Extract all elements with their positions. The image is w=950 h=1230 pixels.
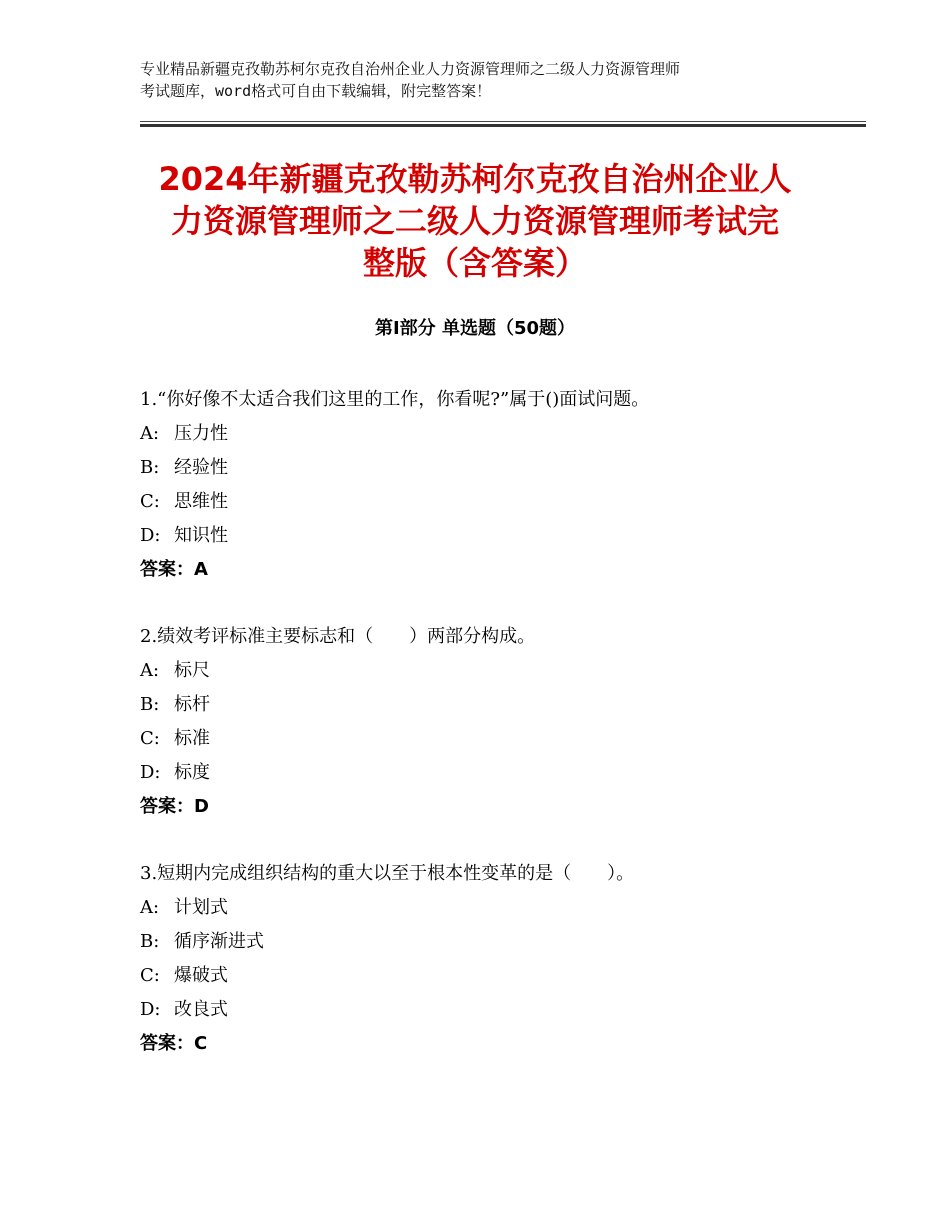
question-list	[140, 383, 860, 1094]
option-text: 爆破式	[174, 965, 228, 986]
option-key: B:	[140, 694, 160, 715]
title-line-3: 整版（含答案）	[362, 244, 587, 282]
option-b	[140, 688, 860, 722]
option-a	[140, 654, 860, 688]
option-text: 循序渐进式	[174, 931, 264, 952]
question-item	[140, 857, 860, 1061]
option-key: A:	[140, 423, 160, 444]
option-key: D:	[140, 525, 161, 546]
option-text: 知识性	[174, 525, 228, 546]
option-text: 经验性	[174, 457, 228, 478]
question-stem: 3.短期内完成组织结构的重大以至于根本性变革的是（ ）。	[140, 863, 635, 884]
option-text: 标杆	[174, 694, 210, 715]
option-text: 改良式	[174, 999, 228, 1020]
option-key: C:	[140, 491, 160, 512]
option-key: D:	[140, 999, 161, 1020]
option-text: 标准	[174, 728, 210, 749]
option-a	[140, 891, 860, 925]
header-line-2: 考试题库，word格式可自由下载编辑，附完整答案！	[140, 82, 492, 100]
option-text: 压力性	[174, 423, 228, 444]
title-line-1: 2024年新疆克孜勒苏柯尔克孜自治州企业人	[158, 160, 792, 198]
option-b	[140, 451, 860, 485]
option-key: B:	[140, 457, 160, 478]
option-text: 标度	[174, 762, 210, 783]
option-key: A:	[140, 660, 160, 681]
option-b	[140, 925, 860, 959]
page-header	[140, 58, 840, 102]
question-item	[140, 620, 860, 824]
option-key: A:	[140, 897, 160, 918]
option-c	[140, 722, 860, 756]
option-text: 标尺	[174, 660, 210, 681]
option-d	[140, 756, 860, 790]
answer-line: 答案：A	[140, 559, 208, 580]
question-stem: 1.“你好像不太适合我们这里的工作，你看呢?”属于()面试问题。	[140, 389, 650, 410]
option-a	[140, 417, 860, 451]
question-stem: 2.绩效考评标准主要标志和（ ）两部分构成。	[140, 626, 536, 647]
question-item	[140, 383, 860, 587]
section-heading: 第Ⅰ部分 单选题（50题）	[374, 318, 575, 339]
header-line-1: 专业精品新疆克孜勒苏柯尔克孜自治州企业人力资源管理师之二级人力资源管理师	[140, 60, 681, 78]
option-key: B:	[140, 931, 160, 952]
option-text: 思维性	[174, 491, 228, 512]
option-key: D:	[140, 762, 161, 783]
option-key: C:	[140, 728, 160, 749]
header-divider-thin	[140, 121, 866, 122]
document-title	[120, 158, 830, 284]
header-divider-thick	[140, 124, 866, 127]
option-d	[140, 519, 860, 553]
option-c	[140, 485, 860, 519]
answer-line: 答案：D	[140, 796, 209, 817]
option-key: C:	[140, 965, 160, 986]
title-line-2: 力资源管理师之二级人力资源管理师考试完	[170, 202, 779, 240]
option-c	[140, 959, 860, 993]
option-text: 计划式	[174, 897, 228, 918]
option-d	[140, 993, 860, 1027]
answer-line: 答案：C	[140, 1033, 208, 1054]
